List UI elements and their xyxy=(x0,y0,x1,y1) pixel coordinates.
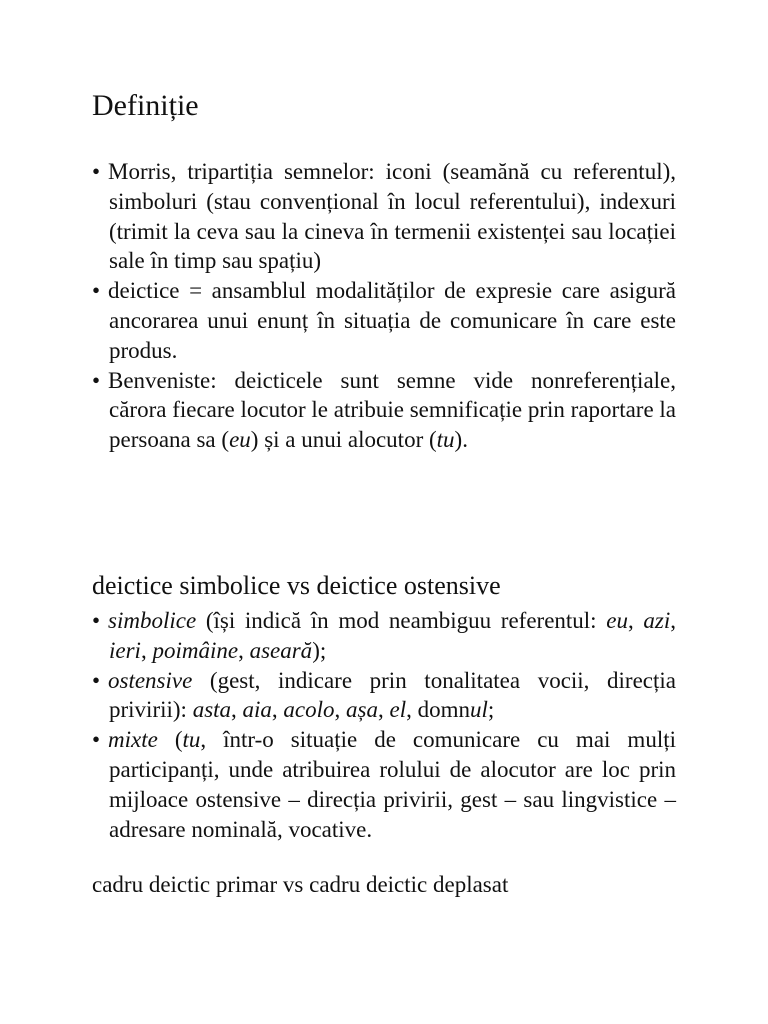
example-word: el xyxy=(389,697,407,723)
separator: , xyxy=(140,637,153,663)
example-word: tu xyxy=(182,727,201,753)
separator: ; xyxy=(487,697,495,723)
item-text: ( xyxy=(157,727,183,753)
example-word: acolo xyxy=(283,697,335,723)
italic-term: mixte xyxy=(108,727,158,753)
example-word: ieri xyxy=(109,637,141,663)
item-text: Benveniste: deicticele sunt semne vide nonreferențiale, cărora fiecare locutor le atribuie semnificație prin raportare la persoana sa ( xyxy=(108,367,677,453)
separator: , domn xyxy=(406,697,470,723)
page-title: Definiție xyxy=(92,89,199,122)
separator: , xyxy=(271,697,284,723)
item-text: (își indică în mod neambiguu referentul: xyxy=(196,608,607,633)
italic-term: simbolice xyxy=(108,608,197,633)
closing-line: cadru deictic primar vs cadru deictic deplasat xyxy=(92,872,509,897)
separator: , xyxy=(231,697,243,723)
section-heading: deictice simbolice vs deictice ostensive xyxy=(92,571,501,600)
italic-term: tu xyxy=(436,427,455,453)
example-word: poimâine xyxy=(152,637,239,663)
example-word: azi xyxy=(643,608,671,633)
item-text: , într-o situație de comunicare cu mai mulți participanți, unde atribuirea rolului de alocutor are loc prin mijloace ostensive – direcția privirii, gest – sau lingvistice – adresare nominală, vocative. xyxy=(109,727,676,842)
example-word: așa xyxy=(346,697,378,723)
item-text: ). xyxy=(454,427,468,453)
list-item-mixte xyxy=(92,725,676,844)
definition-list xyxy=(92,157,676,455)
separator: , xyxy=(377,697,390,723)
bullet-icon xyxy=(92,666,108,696)
list-item-deictice xyxy=(92,276,676,365)
separator: , xyxy=(670,608,677,633)
list-item-simbolice xyxy=(92,606,676,666)
example-word: asta xyxy=(192,697,232,723)
italic-term: eu xyxy=(229,427,251,453)
separator: , xyxy=(627,608,644,633)
example-word: aia xyxy=(242,697,272,723)
bullet-icon xyxy=(92,366,108,396)
bullet-icon xyxy=(92,606,108,636)
deictic-types-list xyxy=(92,606,676,844)
separator: , xyxy=(238,637,250,663)
bullet-icon xyxy=(92,725,108,755)
example-word: eu xyxy=(606,608,628,633)
list-item-ostensive xyxy=(92,666,676,726)
bullet-icon xyxy=(92,157,108,187)
example-word: ul xyxy=(469,697,488,723)
italic-term: ostensive xyxy=(108,667,193,693)
item-text: Morris, tripartiția semnelor: iconi (seamănă cu referentul), simboluri (stau convențional în locul referentului), indexuri (trimit la ceva sau la cineva în termenii existenței sau locației sale în timp sau spațiu) xyxy=(108,159,676,274)
separator: ); xyxy=(312,637,327,663)
item-text: (gest, indicare prin tonalitatea vocii, direcția privirii): xyxy=(109,667,676,723)
item-text: ) și a unui alocutor ( xyxy=(250,427,437,453)
list-item-morris xyxy=(92,157,676,276)
item-text: deictice = ansamblul modalităților de expresie care asigură ancorarea unui enunț în situația de comunicare în care este produs. xyxy=(108,278,676,363)
separator: , xyxy=(334,697,347,723)
example-word: aseară xyxy=(249,637,313,663)
bullet-icon xyxy=(92,276,108,306)
list-item-benveniste xyxy=(92,366,676,455)
